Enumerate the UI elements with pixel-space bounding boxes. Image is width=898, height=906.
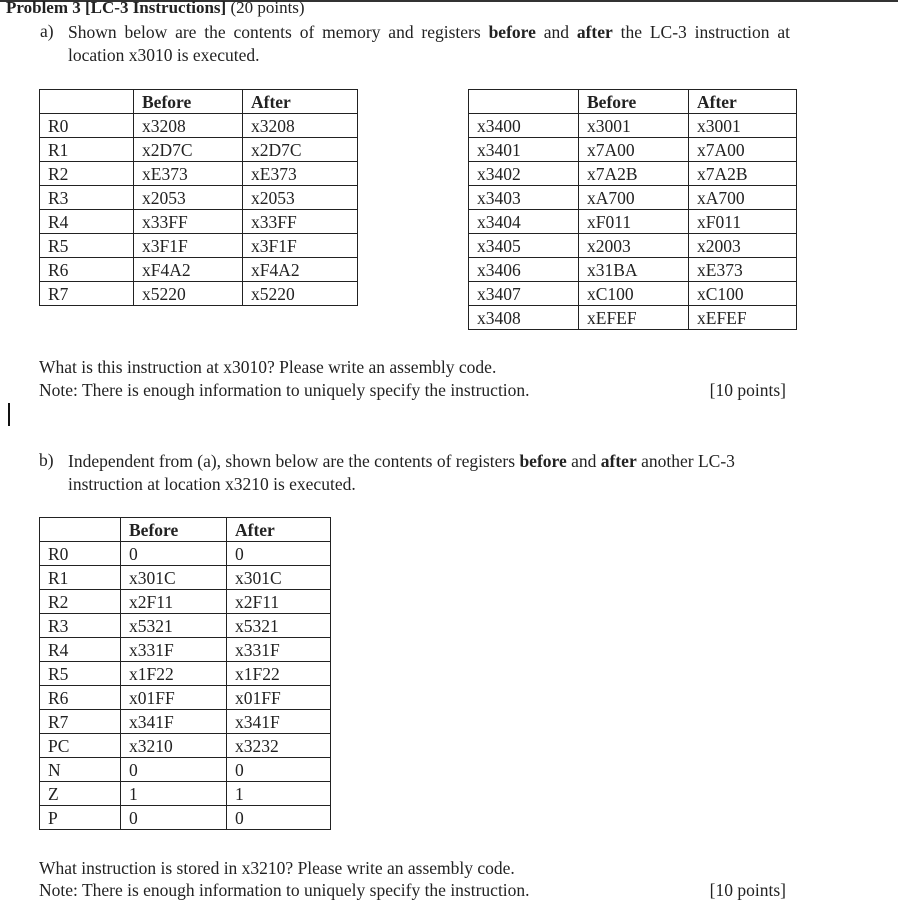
- a-reg-header-1: Before: [134, 90, 243, 114]
- table-row: [469, 114, 797, 138]
- part-b-points: [10 points]: [709, 880, 786, 900]
- before-value: x341F: [121, 710, 227, 734]
- before-value: x01FF: [121, 686, 227, 710]
- table-row: [469, 138, 797, 162]
- row-label: R2: [40, 162, 134, 186]
- row-label: x3402: [469, 162, 579, 186]
- before-value: x3208: [134, 114, 243, 138]
- before-value: 0: [121, 806, 227, 830]
- after-value: x3F1F: [243, 234, 358, 258]
- before-value: x5321: [121, 614, 227, 638]
- row-label: N: [40, 758, 121, 782]
- after-value: xF011: [689, 210, 797, 234]
- part-a-register-table: [39, 89, 358, 306]
- table-row: [40, 686, 331, 710]
- row-label: R3: [40, 614, 121, 638]
- before-value: x7A00: [579, 138, 689, 162]
- after-value: xE373: [243, 162, 358, 186]
- after-value: xC100: [689, 282, 797, 306]
- before-value: xF4A2: [134, 258, 243, 282]
- before-value: xA700: [579, 186, 689, 210]
- row-label: x3404: [469, 210, 579, 234]
- after-value: x1F22: [227, 662, 331, 686]
- before-value: x5220: [134, 282, 243, 306]
- row-label: R4: [40, 638, 121, 662]
- part-b-question: What instruction is stored in x3210? Please write an assembly code.: [39, 858, 515, 878]
- before-value: xC100: [579, 282, 689, 306]
- before-value: x31BA: [579, 258, 689, 282]
- after-value: x33FF: [243, 210, 358, 234]
- table-row: [40, 590, 331, 614]
- row-label: PC: [40, 734, 121, 758]
- part-b-intro: Independent from (a), shown below are the contents of registers before and after another LC-3 instruction at location x3210 is executed.: [68, 451, 735, 494]
- problem-title: Problem 3 [LC-3 Instructions] (20 points): [6, 0, 305, 17]
- before-value: x2003: [579, 234, 689, 258]
- before-value: x2D7C: [134, 138, 243, 162]
- before-value: x33FF: [134, 210, 243, 234]
- after-value: x3001: [689, 114, 797, 138]
- after-value: x5321: [227, 614, 331, 638]
- table-row: [40, 614, 331, 638]
- a-reg-header-0: [40, 90, 134, 114]
- row-label: Z: [40, 782, 121, 806]
- table-row: [40, 138, 358, 162]
- table-row: [40, 210, 358, 234]
- before-value: x3F1F: [134, 234, 243, 258]
- before-value: x3001: [579, 114, 689, 138]
- before-value: x301C: [121, 566, 227, 590]
- table-row: [40, 542, 331, 566]
- before-value: xEFEF: [579, 306, 689, 330]
- row-label: R7: [40, 282, 134, 306]
- after-value: xE373: [689, 258, 797, 282]
- table-row: [469, 306, 797, 330]
- part-b-register-table: [39, 517, 331, 830]
- before-value: xE373: [134, 162, 243, 186]
- before-value: x2F11: [121, 590, 227, 614]
- after-value: 1: [227, 782, 331, 806]
- row-label: R7: [40, 710, 121, 734]
- row-label: R5: [40, 662, 121, 686]
- after-value: x3208: [243, 114, 358, 138]
- before-value: 1: [121, 782, 227, 806]
- part-a-intro: Shown below are the contents of memory and registers before and after the LC-3 instruction at location x3010 is executed.: [68, 22, 790, 65]
- before-value: x3210: [121, 734, 227, 758]
- row-label: R3: [40, 186, 134, 210]
- after-value: x2D7C: [243, 138, 358, 162]
- row-label: x3400: [469, 114, 579, 138]
- part-a-question: What is this instruction at x3010? Please write an assembly code.: [39, 357, 497, 377]
- part-b-note: Note: There is enough information to uniquely specify the instruction.: [39, 880, 530, 900]
- before-value: xF011: [579, 210, 689, 234]
- a-mem-header-1: Before: [579, 90, 689, 114]
- after-value: x301C: [227, 566, 331, 590]
- part-a-points: [10 points]: [709, 380, 786, 400]
- after-value: x7A2B: [689, 162, 797, 186]
- after-value: x3232: [227, 734, 331, 758]
- after-value: x2003: [689, 234, 797, 258]
- row-label: R0: [40, 542, 121, 566]
- before-value: x2053: [134, 186, 243, 210]
- b-reg-header-1: Before: [121, 518, 227, 542]
- row-label: R2: [40, 590, 121, 614]
- table-row: [40, 234, 358, 258]
- table-row: [40, 258, 358, 282]
- a-reg-header-2: After: [243, 90, 358, 114]
- row-label: x3407: [469, 282, 579, 306]
- after-value: x5220: [243, 282, 358, 306]
- table-row: [469, 162, 797, 186]
- before-value: 0: [121, 542, 227, 566]
- row-label: R5: [40, 234, 134, 258]
- row-label: x3405: [469, 234, 579, 258]
- after-value: x7A00: [689, 138, 797, 162]
- row-label: x3401: [469, 138, 579, 162]
- part-a-note: Note: There is enough information to uniquely specify the instruction.: [39, 380, 530, 400]
- row-label: x3406: [469, 258, 579, 282]
- table-row: [469, 186, 797, 210]
- b-reg-header-0: [40, 518, 121, 542]
- before-value: x331F: [121, 638, 227, 662]
- after-value: 0: [227, 542, 331, 566]
- row-label: R1: [40, 138, 134, 162]
- table-row: [40, 782, 331, 806]
- after-value: 0: [227, 806, 331, 830]
- after-value: xF4A2: [243, 258, 358, 282]
- table-row: [469, 282, 797, 306]
- table-row: [469, 258, 797, 282]
- table-row: [40, 162, 358, 186]
- after-value: x341F: [227, 710, 331, 734]
- table-row: [40, 710, 331, 734]
- a-mem-header-0: [469, 90, 579, 114]
- after-value: 0: [227, 758, 331, 782]
- table-row: [469, 210, 797, 234]
- row-label: P: [40, 806, 121, 830]
- part-b-label: b): [39, 450, 54, 470]
- part-a-label: a): [40, 21, 54, 41]
- table-row: [40, 806, 331, 830]
- after-value: xA700: [689, 186, 797, 210]
- after-value: x2053: [243, 186, 358, 210]
- table-row: [40, 114, 358, 138]
- table-row: [469, 234, 797, 258]
- table-row: [40, 662, 331, 686]
- part-a-memory-table: [468, 89, 797, 330]
- after-value: x01FF: [227, 686, 331, 710]
- before-value: x7A2B: [579, 162, 689, 186]
- row-label: R4: [40, 210, 134, 234]
- table-row: [40, 566, 331, 590]
- row-label: R1: [40, 566, 121, 590]
- b-reg-header-2: After: [227, 518, 331, 542]
- before-value: 0: [121, 758, 227, 782]
- table-row: [40, 282, 358, 306]
- row-label: x3403: [469, 186, 579, 210]
- row-label: R6: [40, 686, 121, 710]
- table-row: [40, 638, 331, 662]
- a-mem-header-2: After: [689, 90, 797, 114]
- table-row: [40, 186, 358, 210]
- table-row: [40, 758, 331, 782]
- after-value: xEFEF: [689, 306, 797, 330]
- row-label: x3408: [469, 306, 579, 330]
- after-value: x2F11: [227, 590, 331, 614]
- after-value: x331F: [227, 638, 331, 662]
- table-row: [40, 734, 331, 758]
- text-cursor: [8, 403, 10, 426]
- before-value: x1F22: [121, 662, 227, 686]
- row-label: R0: [40, 114, 134, 138]
- row-label: R6: [40, 258, 134, 282]
